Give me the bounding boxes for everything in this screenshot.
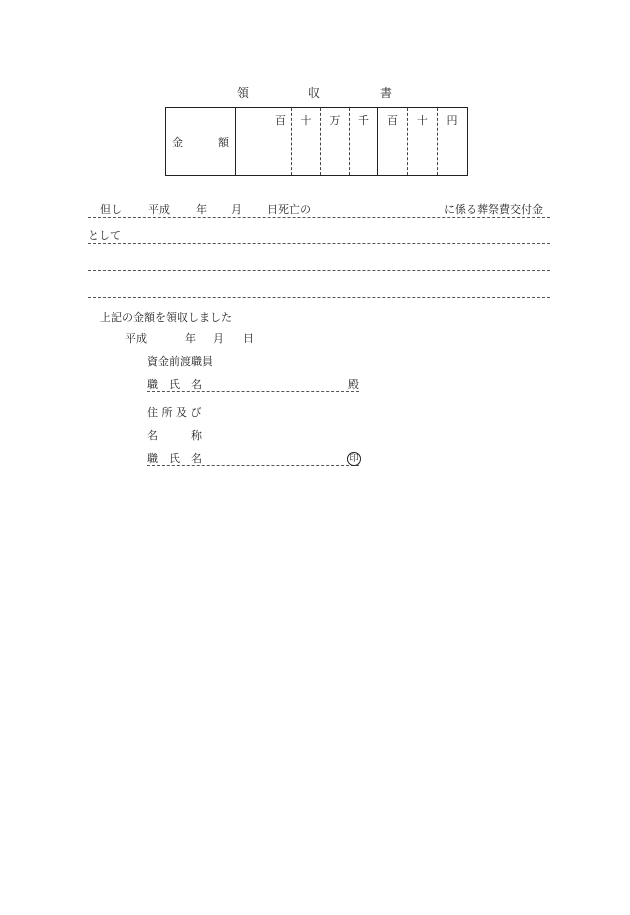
name-label: 名 称 xyxy=(147,429,202,442)
blank-line-1 xyxy=(88,270,550,271)
title-char-1: 領 xyxy=(237,86,250,100)
date-year: 年 xyxy=(185,332,196,345)
official-name-label: 職 氏 名 xyxy=(147,378,202,391)
digit-col-juu-man xyxy=(291,108,320,175)
date-month: 月 xyxy=(213,332,224,345)
purpose-month: 月 xyxy=(231,203,242,216)
title-char-3: 書 xyxy=(380,86,393,100)
official-name-line xyxy=(147,391,359,392)
purpose-suffix: に係る葬祭費交付金 xyxy=(444,203,543,216)
purpose-prefix: 但し xyxy=(100,203,122,216)
amount-label-1: 金 xyxy=(172,136,183,149)
purpose-year: 年 xyxy=(196,203,207,216)
purpose-line-1 xyxy=(88,217,550,218)
recipient-name-line xyxy=(147,465,359,466)
address-label: 住 所 及 び xyxy=(147,406,202,419)
honorific: 殿 xyxy=(348,378,359,391)
digit-label: 万 xyxy=(329,114,341,127)
digit-col-juu xyxy=(407,108,437,175)
purpose-era: 平成 xyxy=(148,203,170,216)
digit-label: 十 xyxy=(300,114,312,127)
blank-line-2 xyxy=(88,297,550,298)
digit-label: 百 xyxy=(387,114,398,127)
purpose-day-died: 日死亡の xyxy=(267,203,311,216)
official-title: 資金前渡職員 xyxy=(147,355,213,368)
digit-label: 円 xyxy=(446,114,458,127)
digit-col-man xyxy=(320,108,349,175)
digit-label: 千 xyxy=(358,114,369,127)
recipient-name-label: 職 氏 名 xyxy=(147,452,202,465)
seal-mark: 印 xyxy=(347,452,361,466)
date-era: 平成 xyxy=(125,332,147,345)
title-char-2: 収 xyxy=(308,86,321,100)
seal-icon xyxy=(347,451,361,466)
digit-col-hyaku-man xyxy=(236,108,291,175)
amount-label-cell xyxy=(166,108,236,175)
purpose-line2-text: として xyxy=(88,229,121,242)
purpose-line-2 xyxy=(88,243,550,244)
digit-col-sen xyxy=(349,108,377,175)
receipt-statement: 上記の金額を領収しました xyxy=(100,311,232,324)
amount-table xyxy=(165,107,468,176)
digit-col-hyaku xyxy=(377,108,407,175)
amount-label-2: 額 xyxy=(218,136,229,149)
digit-label: 百 xyxy=(275,114,286,127)
digit-col-en xyxy=(437,108,466,175)
digit-label: 十 xyxy=(417,114,428,127)
date-day: 日 xyxy=(243,332,254,345)
